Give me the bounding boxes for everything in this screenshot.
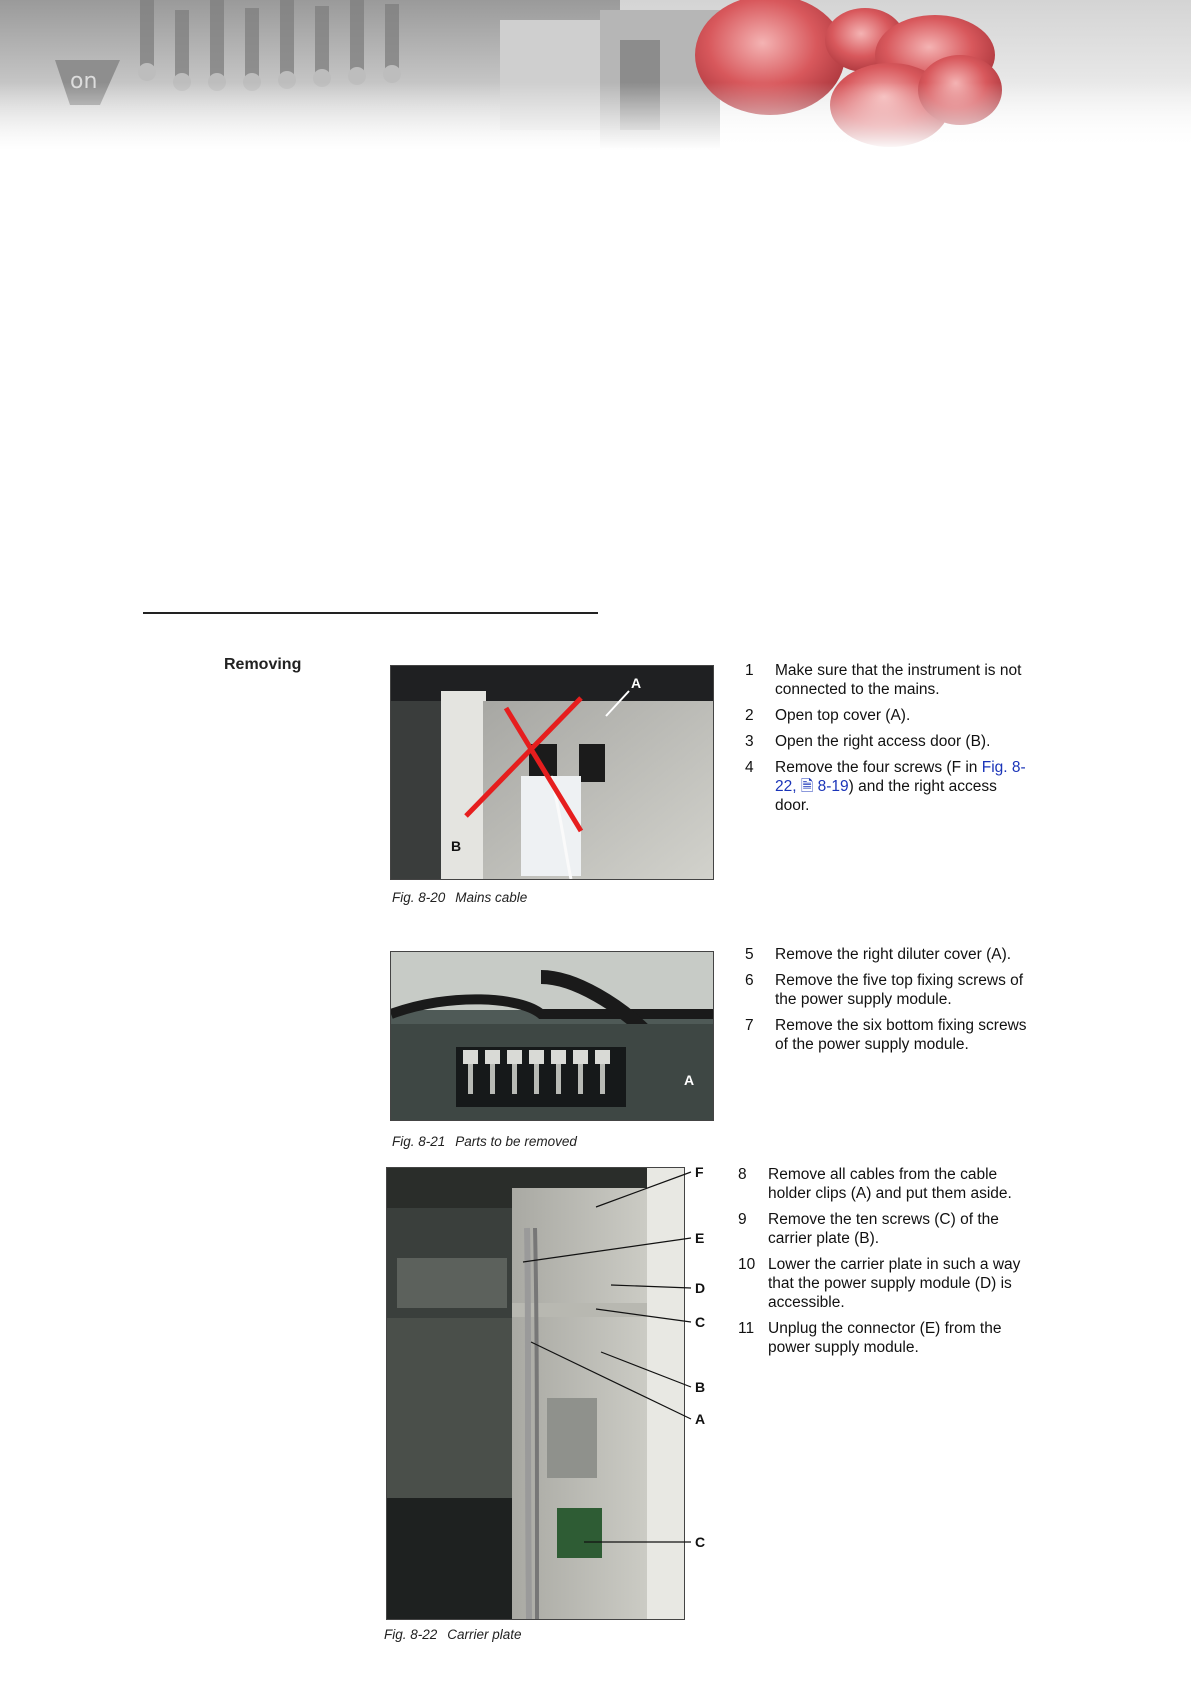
fig820-label-b: B [451, 838, 462, 854]
step-number: 4 [745, 759, 754, 776]
step-item [738, 1319, 1028, 1357]
fig821-label-a: A [684, 1072, 695, 1088]
fig822-label-d: D [695, 1280, 706, 1296]
step-number: 9 [738, 1211, 747, 1228]
step-number: 6 [745, 972, 754, 989]
fig820-label-a: A [631, 675, 642, 691]
fig822-label-c-bottom: C [695, 1534, 706, 1550]
figure-caption-text: Carrier plate [447, 1627, 522, 1642]
step-item [738, 1165, 1028, 1203]
figure-caption [392, 1134, 577, 1149]
section-label: Removing [224, 656, 302, 673]
step-text: Make sure that the instrument is not connected to the mains. [775, 662, 1022, 698]
step-item [738, 1210, 1028, 1248]
step-number: 2 [745, 707, 754, 724]
figure-caption [384, 1627, 522, 1642]
step-item [745, 945, 1030, 964]
figure-caption-text: Parts to be removed [455, 1134, 577, 1149]
carrier-plate-callouts [386, 1167, 726, 1618]
step-item [745, 661, 1030, 699]
figure-mains-cable [390, 665, 714, 880]
step-text: Remove the ten screws (C) of the carrier plate (B). [768, 1211, 999, 1247]
step-item [745, 732, 1030, 751]
steps-group-3 [738, 1165, 1028, 1364]
steps-group-2 [745, 945, 1030, 1061]
step-number: 7 [745, 1017, 754, 1034]
section-divider [143, 612, 598, 614]
header-banner [0, 0, 1191, 150]
figure-caption-text: Mains cable [455, 890, 528, 905]
figure-parts-to-be-removed [390, 951, 714, 1121]
figure-number: Fig. 8-20 [392, 890, 446, 905]
fig822-label-f: F [695, 1167, 704, 1180]
step-text: Open the right access door (B). [775, 733, 991, 750]
steps-group-1 [745, 661, 1030, 822]
banner-artwork [0, 0, 1191, 150]
step-item [745, 758, 1030, 815]
step-item [745, 971, 1030, 1009]
step-item [745, 1016, 1030, 1054]
step-text: Remove the five top fixing screws of the power supply module. [775, 972, 1024, 1008]
fig822-label-a: A [695, 1411, 706, 1427]
figure-caption [392, 890, 527, 905]
step-item [745, 706, 1030, 725]
step-number: 10 [738, 1256, 756, 1273]
diluter-cover-photo [391, 952, 713, 1120]
fig822-label-c-top: C [695, 1314, 706, 1330]
fig822-label-b: B [695, 1379, 706, 1395]
step-text: Open top cover (A). [775, 707, 911, 724]
figure-number: Fig. 8-21 [392, 1134, 446, 1149]
step-number: 1 [745, 662, 754, 679]
step-text-pre: Remove the four screws (F in [775, 759, 982, 776]
step-number: 11 [738, 1320, 755, 1337]
mains-cable-photo [391, 666, 713, 879]
step-text: Remove the right diluter cover (A). [775, 946, 1012, 963]
step-number: 8 [738, 1166, 747, 1183]
figure-crossref-link[interactable]: Fig. 8-22, 🗎 8-19 [775, 759, 1026, 795]
step-text: Remove the six bottom fixing screws of the power supply module. [775, 1017, 1027, 1053]
step-text [775, 758, 1030, 815]
step-item [738, 1255, 1028, 1312]
figure-number: Fig. 8-22 [384, 1627, 438, 1642]
step-text: Lower the carrier plate in such a way that the power supply module (D) is accessible. [768, 1256, 1021, 1311]
step-number: 5 [745, 946, 754, 963]
fig822-label-e: E [695, 1230, 705, 1246]
step-text: Remove all cables from the cable holder clips (A) and put them aside. [768, 1166, 1012, 1202]
step-number: 3 [745, 733, 754, 750]
step-text-post: ) and the right access door. [775, 778, 997, 814]
step-text: Unplug the connector (E) from the power supply module. [768, 1320, 1002, 1356]
